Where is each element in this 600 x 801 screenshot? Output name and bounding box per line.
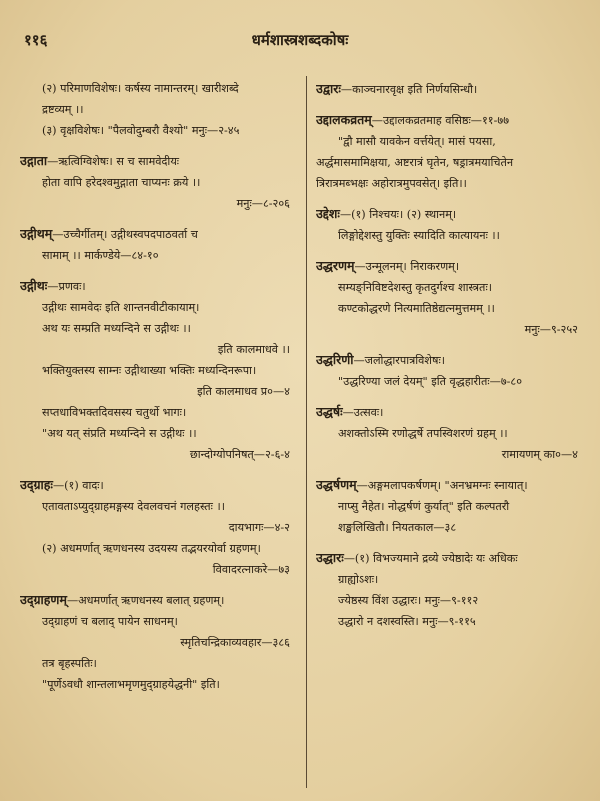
entry-line: एतावताऽप्युद्ग्राहमङ्गस्य देवलवचनं गलहस्तः ।। (42, 500, 225, 513)
headword: उद्धर्षणम् (316, 477, 357, 492)
entry-line: कण्टकोद्धरणे नित्यमातिष्ठेद्यत्नमुत्तमम् ।। (338, 302, 495, 315)
entry-line: अर्द्धमासमामिक्षया, अष्टरात्रं घृतेन, षड्रात्रमयाचितेन (316, 156, 514, 169)
entry-line: "पूर्णेऽवधौ शान्तलाभमृणमुद्ग्राहयेद्धनी" इति। (42, 678, 220, 691)
dictionary-entry (316, 78, 588, 100)
entry-line: भक्तियुक्तस्य साम्नः उद्गीथाख्या भक्तिः मध्यन्दिनरूपा। (42, 364, 257, 377)
entry-line: होता वापि हरेदश्वमुद्गाता चाप्यनः क्रये ।। (42, 176, 201, 189)
entry-line: "द्वौ मासौ यावकेन वर्त्तयेत्। मासं पयसा, (338, 135, 496, 148)
entry-line: उद्गीथम्—उच्चैर्गीतम्। उद्गीथस्वपदपाठवर्ता च (20, 226, 198, 241)
entry-line: विवादरत्नाकरे—७३ (212, 563, 290, 576)
dictionary-entry (316, 109, 588, 194)
entry-line: सप्तधाविभक्तदिवसस्य चतुर्थो भागः। (42, 406, 187, 419)
entry-line: छान्दोग्योपनिषत्—२-६-४ (189, 448, 290, 461)
dictionary-entry (316, 203, 588, 246)
entry-line: उद्ग्राहः—(१) वादः। (20, 477, 104, 492)
headword: उद्दालकव्रतम् (316, 112, 372, 127)
entry-line: अशक्तोऽस्मि रणोद्धर्षे तपस्विशरणं ग्रहम् ।। (338, 427, 508, 440)
page-number: ११६ (24, 31, 48, 49)
page-title: धर्मशास्त्रशब्दकोषः (251, 31, 349, 49)
dictionary-entry (20, 78, 300, 141)
headword: उद्धरिणी (316, 352, 354, 367)
entry-line: लिङ्गोद्देशस्तु युक्तिः स्यादिति कात्यायनः ।। (338, 229, 500, 242)
dictionary-entry (316, 255, 588, 340)
dictionary-entry (20, 150, 300, 214)
entry-line: मनुः—९-२५२ (524, 323, 578, 336)
entry-line: उद्दालकव्रतम्—उद्दालकव्रतमाह वसिष्ठः—११-७७ (316, 112, 510, 127)
entry-line: "अथ यत् संप्रति मध्यन्दिने स उद्गीथः ।। (42, 427, 197, 440)
entry-line: नाप्सु नैहेत। नोद्धर्षणं कुर्यात्" इति कल्पतरौ (338, 500, 510, 513)
column-divider (306, 76, 307, 788)
entry-line: उद्ग्राहणं च बलाद् पायेन साधनम्। (42, 615, 178, 628)
entry-line: दायभागः—४-२ (228, 521, 290, 534)
headword: उद्धर्षः (316, 404, 343, 419)
entry-line: उद्गीथः सामवेदः इति शान्तनवीटीकायाम्। (42, 301, 200, 314)
right-column (316, 78, 588, 641)
entry-line: उद्वारः—काञ्चनारवृक्ष इति निर्णयसिन्धौ। (316, 81, 478, 96)
entry-line: उद्गीथः—प्रणवः। (20, 278, 86, 293)
dictionary-entry (20, 589, 300, 695)
entry-line: स्मृतिचन्द्रिकाव्यवहार—३८६ (180, 636, 290, 649)
entry-line: मनुः—८-२०६ (236, 197, 290, 210)
headword: उद्गीथः (20, 278, 48, 293)
entry-line: तत्र बृहस्पतिः। (42, 657, 97, 670)
entry-line: उद्ग्राहणम्—अधमर्णात् ऋणधनस्य बलात् ग्रहणम्। (20, 592, 225, 607)
entry-line: उद्धर्षणम्—अङ्गमलापकर्षणम्। "अनभ्रमग्नः स्नायात्। (316, 477, 528, 492)
headword: उद्ग्राहणम् (20, 592, 67, 607)
entry-line: सम्यङ्निविष्टदेशस्तु कृतदुर्गश्च शास्त्रतः। (338, 281, 492, 294)
headword: उद्ग्राहः (20, 477, 53, 492)
dictionary-entry (20, 275, 300, 465)
dictionary-entry (316, 349, 588, 392)
entry-line: उद्धरिणी—जलोद्धारपात्रविशेषः। (316, 352, 445, 367)
entry-line: "उद्धरिण्या जलं देयम्" इति वृद्धहारीतः—७-८० (338, 375, 523, 388)
entry-line: उद्धर्षः—उत्सवः। (316, 404, 384, 419)
entry-line: उद्धारः—(१) विभज्यमाने द्रव्ये ज्येष्ठादेः यः अधिकः (316, 550, 518, 565)
entry-line: इति कालमाधव प्र०—४ (197, 385, 290, 398)
entry-line: ज्येष्ठस्य विंश उद्धारः। मनुः—९-११२ (338, 594, 479, 607)
entry-line: द्रष्टव्यम् ।। (42, 103, 84, 116)
dictionary-entry (316, 547, 588, 632)
headword: उद्वारः (316, 81, 341, 96)
entry-line: (२) परिमाणविशेषः। कर्षस्य नामान्तरम्। खारीशब्दे (42, 82, 239, 95)
headword: उद्धारः (316, 550, 344, 565)
entry-line: उद्गाता—ऋत्विग्विशेषः। स च सामवेदीयः (20, 153, 180, 168)
entry-line: अथ यः सम्प्रति मध्यन्दिने स उद्गीथः ।। (42, 322, 191, 335)
entry-line: त्रिरात्रमब्भक्षः अहोरात्रमुपवसेत्। इति।। (316, 177, 467, 190)
dictionary-entry (316, 401, 588, 465)
entry-line: उद्धरणम्—उन्मूलनम्। निराकरणम्। (316, 258, 460, 273)
entry-line: (२) अधमर्णात् ऋणधनस्य उदयस्य तद्भयरयोर्वा ग्रहणम्। (42, 542, 261, 555)
headword: उद्गाता (20, 153, 48, 168)
entry-line: उद्धारो न दशस्वस्ति। मनुः—९-११५ (338, 615, 476, 628)
dictionary-entry (316, 474, 588, 538)
dictionary-entry (20, 223, 300, 266)
entry-line: उद्देशः—(१) निश्चयः। (२) स्थानम्। (316, 206, 457, 221)
entry-line: रामायणम् का०—४ (501, 448, 578, 461)
entry-line: इति कालमाधवे ।। (217, 343, 290, 356)
entry-line: शङ्खलिखितौ। नियतकाल—३८ (338, 521, 457, 534)
headword: उद्धरणम् (316, 258, 355, 273)
left-column (20, 78, 300, 704)
entry-line: सामाम् ।। मार्कण्डेये—८४-१० (42, 249, 159, 262)
headword: उद्देशः (316, 206, 340, 221)
entry-line: ग्राह्योऽशः। (338, 573, 379, 586)
headword: उद्गीथम् (20, 226, 53, 241)
dictionary-entry (20, 474, 300, 580)
entry-line: (३) वृक्षविशेषः। "पैलवोदुम्बरौ वैश्यो" मनुः—२-४५ (42, 124, 240, 137)
